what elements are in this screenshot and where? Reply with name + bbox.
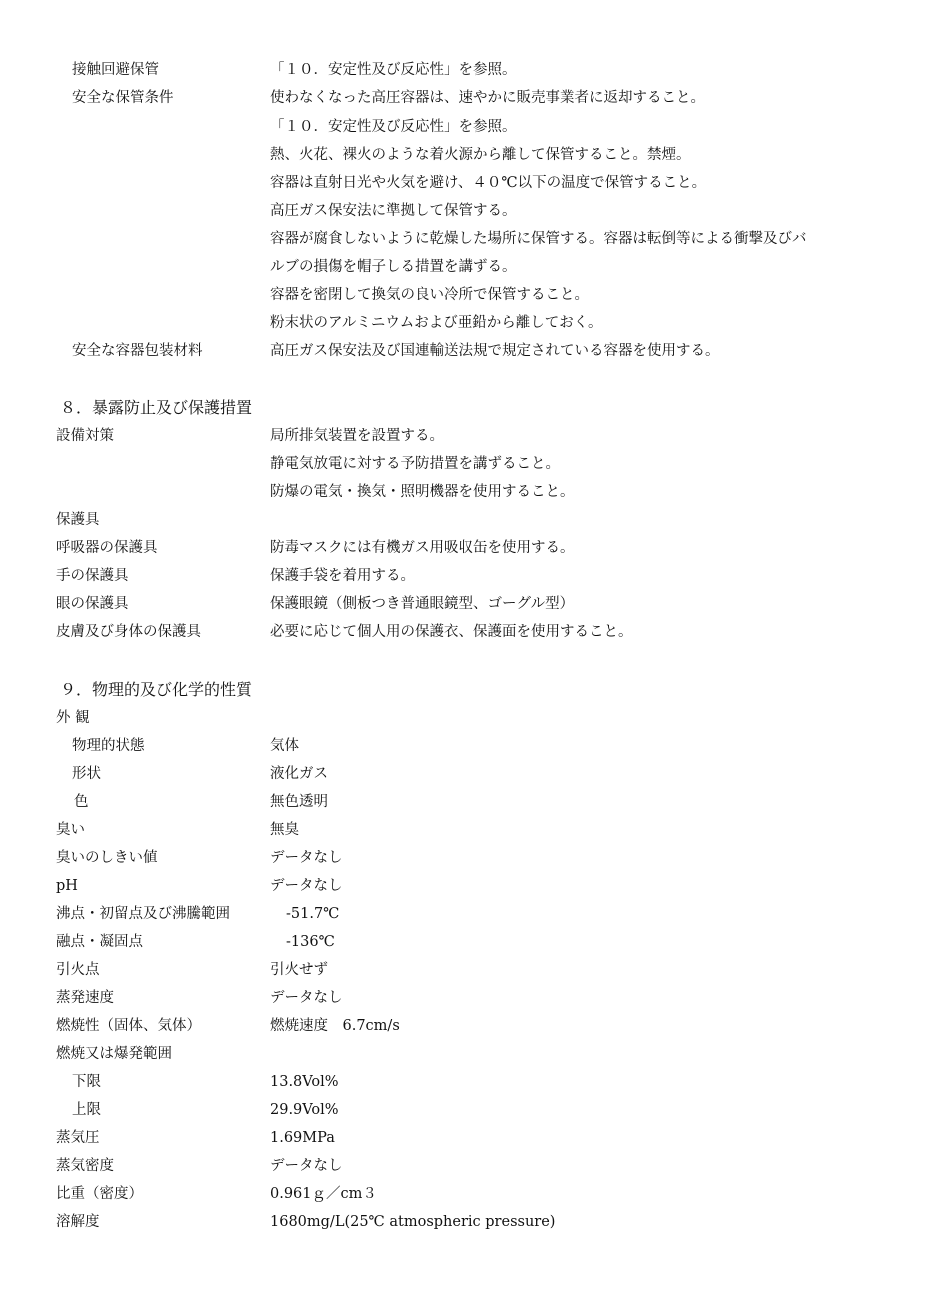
row-label: 上限 <box>72 1102 101 1118</box>
s8-row-cont <box>0 479 931 505</box>
row-value: データなし <box>270 990 343 1006</box>
storage-row-packaging <box>0 338 931 364</box>
s9-row-specific-gravity <box>0 1181 931 1207</box>
s9-row-physical-state <box>0 733 931 759</box>
row-value: -136℃ <box>286 934 335 950</box>
row-value: 無色透明 <box>270 794 328 810</box>
row-value: 保護手袋を着用する。 <box>270 568 415 584</box>
s9-row-odor-threshold <box>0 845 931 871</box>
s9-row-vapor-pressure <box>0 1125 931 1151</box>
storage-row-contact-avoidance <box>0 57 931 83</box>
storage-row-cont <box>0 170 931 196</box>
s8-row-cont <box>0 451 931 477</box>
row-value: ルブの損傷を帽子しる措置を講ずる。 <box>270 259 517 275</box>
row-label: 物理的状態 <box>72 738 145 754</box>
row-value: 高圧ガス保安法に準拠して保管する。 <box>270 203 517 219</box>
s9-row-melting-point <box>0 929 931 955</box>
row-value: 無臭 <box>270 822 299 838</box>
row-label: 蒸気圧 <box>56 1130 100 1146</box>
section-9-title: ９．物理的及び化学的性質 <box>60 680 253 699</box>
row-value: 「１０．安定性及び反応性」を参照。 <box>270 119 517 135</box>
s8-row-hand <box>0 563 931 589</box>
s9-row-solubility <box>0 1209 931 1235</box>
row-label: 保護具 <box>56 512 100 528</box>
storage-row-cont <box>0 310 931 336</box>
s8-row-eye <box>0 591 931 617</box>
row-label: 引火点 <box>56 962 100 978</box>
s8-row-ppe <box>0 507 931 533</box>
row-label: 燃焼又は爆発範囲 <box>56 1046 172 1062</box>
storage-row-cont <box>0 114 931 140</box>
section-8-title: ８．暴露防止及び保護措置 <box>60 398 253 417</box>
s9-row-ph <box>0 873 931 899</box>
row-label: 外 観 <box>56 710 90 726</box>
row-value: -51.7℃ <box>286 906 340 922</box>
row-value: 29.9Vol% <box>270 1102 339 1118</box>
row-value: 13.8Vol% <box>270 1074 339 1090</box>
s9-row-form <box>0 761 931 787</box>
storage-row-cont <box>0 282 931 308</box>
s9-row-appearance <box>0 705 931 731</box>
row-value: 「１０．安定性及び反応性」を参照。 <box>270 62 517 78</box>
s8-row-engineering <box>0 423 931 449</box>
row-label: 蒸気密度 <box>56 1158 114 1174</box>
s9-row-flash-point <box>0 957 931 983</box>
row-label: 下限 <box>72 1074 101 1090</box>
row-value: データなし <box>270 1158 343 1174</box>
row-value: 容器は直射日光や火気を避け、４０℃以下の温度で保管すること。 <box>270 175 707 191</box>
row-label: 蒸発速度 <box>56 990 114 1006</box>
row-value: 液化ガス <box>270 766 328 782</box>
row-label: 接触回避保管 <box>72 62 159 78</box>
storage-row-safe-conditions <box>0 85 931 111</box>
row-label: 安全な保管条件 <box>72 90 174 106</box>
s9-row-evaporation-rate <box>0 985 931 1011</box>
s9-row-flammability <box>0 1013 931 1039</box>
row-label: 手の保護具 <box>56 568 129 584</box>
row-value: 防爆の電気・換気・照明機器を使用すること。 <box>270 484 575 500</box>
row-label: 臭い <box>56 822 85 838</box>
row-value: 燃焼速度 6.7cm/s <box>270 1018 400 1034</box>
s8-row-respiratory <box>0 535 931 561</box>
storage-row-cont <box>0 142 931 168</box>
row-label: 眼の保護具 <box>56 596 129 612</box>
row-label: 臭いのしきい値 <box>56 850 158 866</box>
s9-row-odor <box>0 817 931 843</box>
row-label: 色 <box>74 794 89 810</box>
row-value: 保護眼鏡（側板つき普通眼鏡型、ゴーグル型） <box>270 596 575 612</box>
s9-row-color <box>0 789 931 815</box>
row-label: 呼吸器の保護具 <box>56 540 158 556</box>
row-value: 局所排気装置を設置する。 <box>270 428 444 444</box>
row-value: データなし <box>270 878 343 894</box>
row-value: 0.961ｇ／cm３ <box>270 1186 377 1202</box>
row-label: 比重（密度） <box>56 1186 143 1202</box>
row-value: 容器が腐食しないように乾燥した場所に保管する。容器は転倒等による衝撃及びバ <box>270 231 807 247</box>
storage-row-cont <box>0 226 931 252</box>
row-value: 粉末状のアルミニウムおよび亜鉛から離しておく。 <box>270 315 603 331</box>
row-value: 熱、火花、裸火のような着火源から離して保管すること。禁煙。 <box>270 147 691 163</box>
s9-row-upper-limit <box>0 1097 931 1123</box>
row-value: 必要に応じて個人用の保護衣、保護面を使用すること。 <box>270 624 633 640</box>
row-value: 引火せず <box>270 962 328 978</box>
row-value: 静電気放電に対する予防措置を講ずること。 <box>270 456 560 472</box>
row-value: 使わなくなった高圧容器は、速やかに販売事業者に返却すること。 <box>270 90 705 106</box>
row-label: 設備対策 <box>56 428 114 444</box>
row-value: データなし <box>270 850 343 866</box>
row-value: 気体 <box>270 738 299 754</box>
row-label: 形状 <box>72 766 101 782</box>
storage-row-cont <box>0 254 931 280</box>
s9-row-vapor-density <box>0 1153 931 1179</box>
row-label: 安全な容器包装材料 <box>72 343 203 359</box>
row-value: 1.69MPa <box>270 1130 335 1146</box>
row-label: 溶解度 <box>56 1214 100 1230</box>
row-value: 防毒マスクには有機ガス用吸収缶を使用する。 <box>270 540 575 556</box>
row-label: 沸点・初留点及び沸騰範囲 <box>56 906 230 922</box>
s9-row-explosive-range <box>0 1041 931 1067</box>
row-label: 皮膚及び身体の保護具 <box>56 624 201 640</box>
s9-row-lower-limit <box>0 1069 931 1095</box>
s9-row-boiling-point <box>0 901 931 927</box>
s8-row-skin <box>0 619 931 645</box>
storage-row-cont <box>0 198 931 224</box>
row-label: pH <box>56 878 78 894</box>
row-label: 融点・凝固点 <box>56 934 143 950</box>
row-label: 燃焼性（固体、気体） <box>56 1018 201 1034</box>
row-value: 1680mg/L(25℃ atmospheric pressure) <box>270 1214 556 1230</box>
row-value: 容器を密閉して換気の良い冷所で保管すること。 <box>270 287 589 303</box>
row-value: 高圧ガス保安法及び国連輸送法規で規定されている容器を使用する。 <box>270 343 720 359</box>
